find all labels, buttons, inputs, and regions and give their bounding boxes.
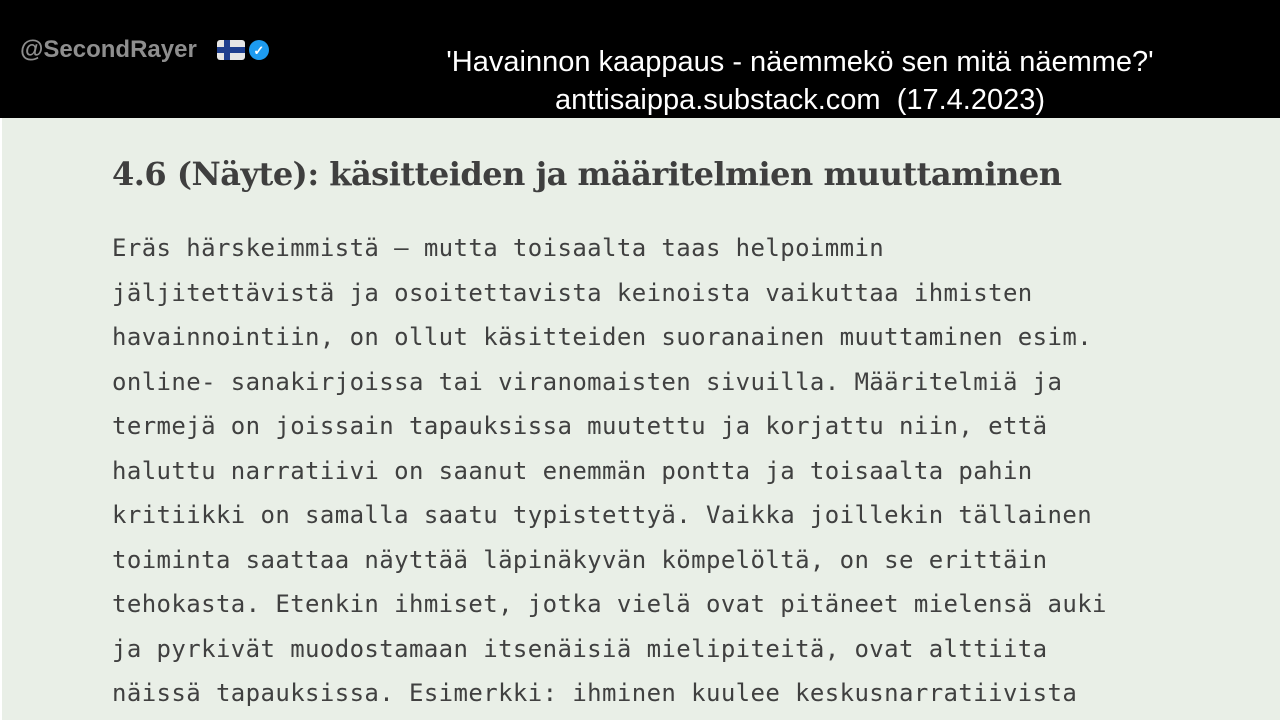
article-line: online- sanakirjoissa tai viranomaisten sivuilla. Määritelmiä ja bbox=[112, 367, 1063, 396]
video-title bbox=[330, 43, 1270, 119]
video-title-line-2: anttisaippa.substack.com (17.4.2023) bbox=[554, 84, 1046, 116]
article-line: jäljitettävistä ja osoitettavista keinoista vaikuttaa ihmisten bbox=[112, 278, 1033, 307]
account-handle: @SecondRayer bbox=[20, 36, 197, 63]
article-line: kritiikki on samalla saatu typistettyä. Vaikka joillekin tällainen bbox=[112, 501, 1093, 529]
article-line: näissä tapauksissa. Esimerkki: ihminen kuulee keskusnarratiivista bbox=[112, 679, 1078, 707]
article-line: termejä on joissain tapauksissa muutettu ja korjattu niin, että bbox=[112, 412, 1048, 440]
article-line: tehokasta. Etenkin ihmiset, jotka vielä ovat pitäneet mielensä auki bbox=[112, 590, 1107, 618]
article-line: toiminta saattaa näyttää läpinäkyvän kömpelöltä, on se erittäin bbox=[112, 545, 1048, 574]
verified-badge-icon: ✓ bbox=[249, 40, 269, 60]
article-line: Eräs härskeimmistä — mutta toisaalta taas helpoimmin bbox=[112, 234, 885, 262]
article-line: havainnointiin, on ollut käsitteiden suoranainen muuttaminen esim. bbox=[112, 323, 1093, 351]
finland-flag-icon bbox=[217, 40, 245, 60]
article-page bbox=[0, 118, 1280, 720]
title-overlay-bar bbox=[0, 0, 1280, 118]
account-handle-group bbox=[20, 34, 269, 66]
article-body bbox=[112, 226, 1262, 716]
article-line: haluttu narratiivi on saanut enemmän pontta ja toisaalta pahin bbox=[112, 456, 1033, 485]
article-line: ja pyrkivät muodostamaan itsenäisiä mielipiteitä, ovat alttiita bbox=[112, 634, 1048, 663]
video-title-line-1: 'Havainnon kaappaus - näemmekö sen mitä näemme?' bbox=[446, 46, 1154, 78]
section-heading: 4.6 (Näyte): käsitteiden ja määritelmien muuttaminen bbox=[112, 155, 1062, 193]
page-edge bbox=[0, 118, 2, 720]
